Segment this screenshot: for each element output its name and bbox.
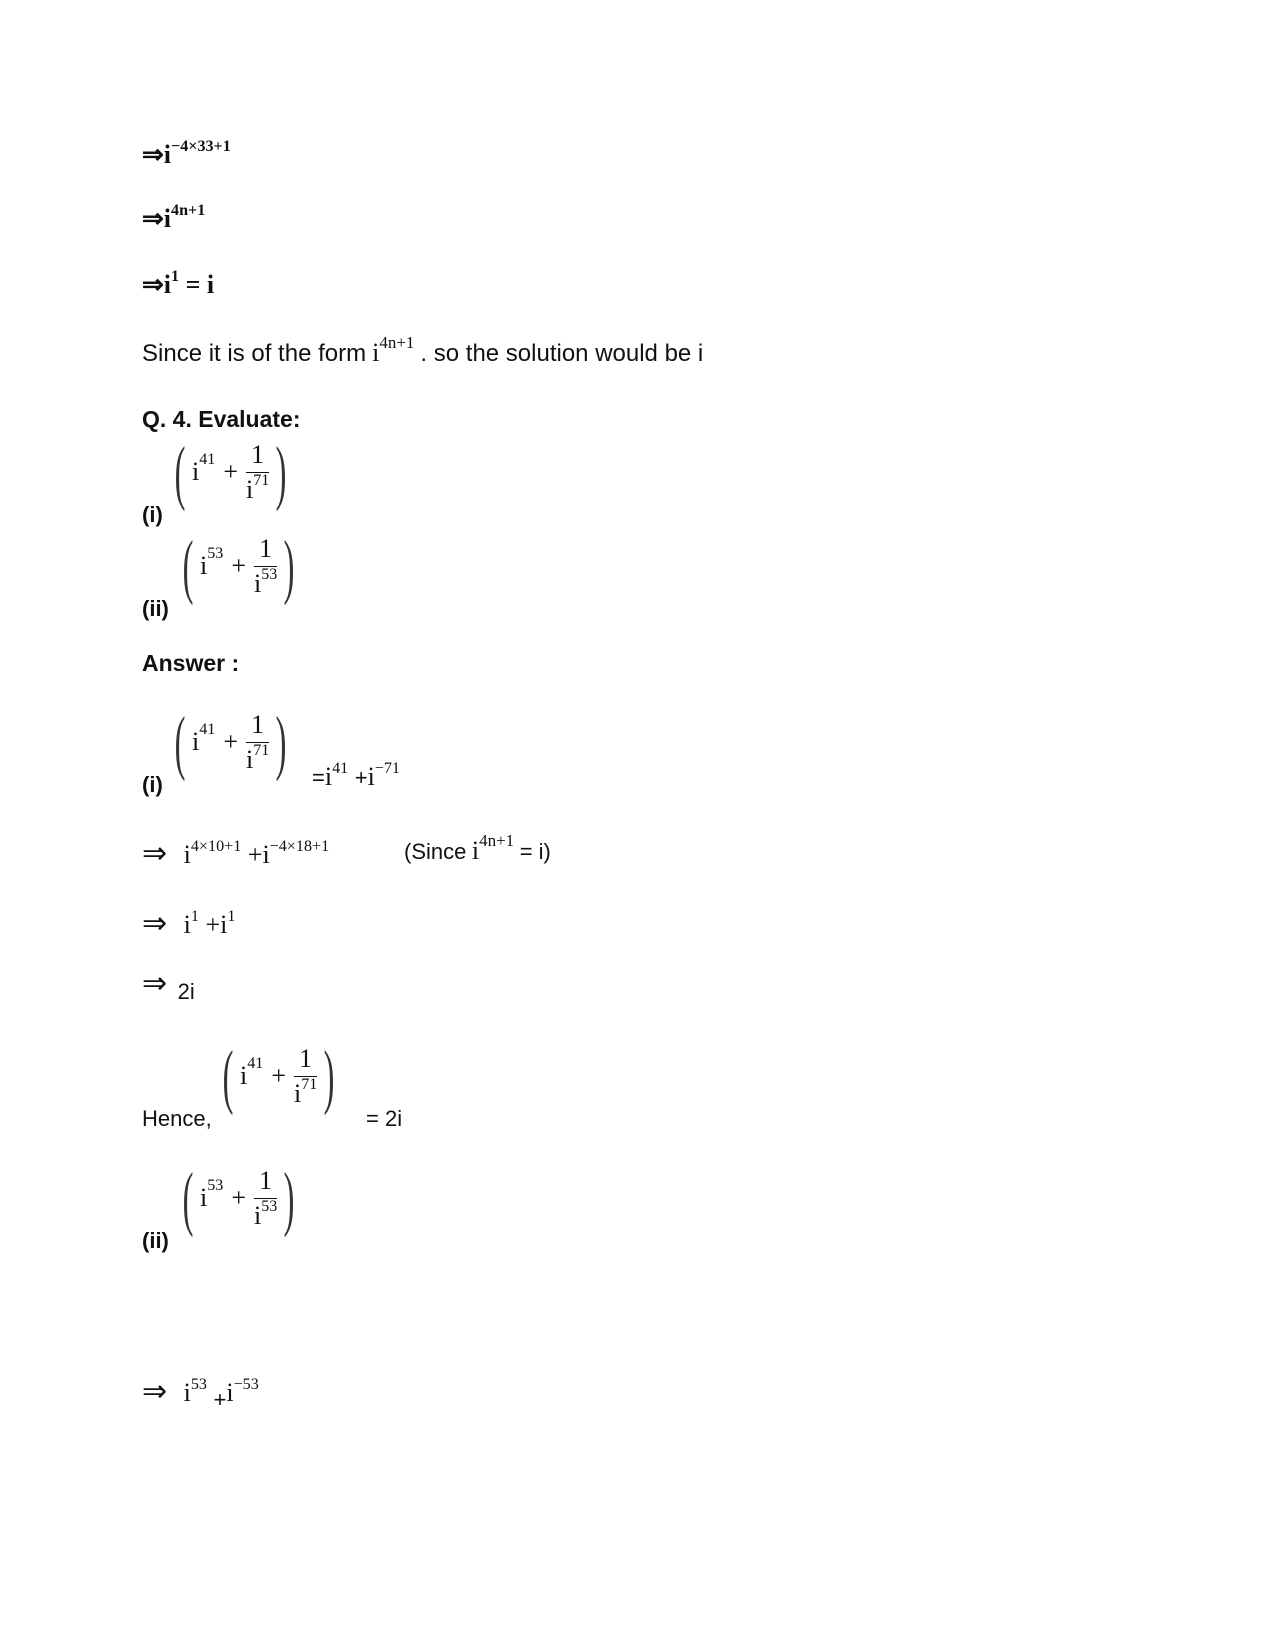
exponent: 71 bbox=[253, 742, 270, 760]
plus-sign: + bbox=[247, 840, 263, 869]
denominator bbox=[246, 742, 270, 775]
since-note-close: = i) bbox=[519, 839, 551, 864]
exponent: 71 bbox=[253, 472, 270, 490]
denominator bbox=[294, 1076, 318, 1109]
base-i: i bbox=[239, 1061, 248, 1090]
plus-sign: + bbox=[231, 551, 246, 580]
answer-i-rhs bbox=[312, 759, 400, 792]
base-i: i bbox=[246, 474, 254, 504]
hence-result: = 2i bbox=[366, 1106, 403, 1131]
exponent: 4n+1 bbox=[171, 201, 206, 219]
exponent: 1 bbox=[190, 907, 199, 925]
implies-arrow: ⇒ bbox=[142, 836, 168, 871]
denominator bbox=[254, 1198, 278, 1231]
exponent: 53 bbox=[261, 1198, 278, 1216]
base-i: i bbox=[324, 762, 333, 791]
base-i: i bbox=[199, 1183, 208, 1212]
exponent: −71 bbox=[374, 759, 400, 777]
numerator: 1 bbox=[259, 533, 273, 563]
implies-arrow: ⇒ bbox=[142, 966, 168, 1001]
numerator: 1 bbox=[259, 1165, 273, 1195]
base-i: i bbox=[254, 568, 262, 598]
right-paren: ) bbox=[275, 432, 287, 512]
denominator bbox=[254, 566, 278, 599]
base-i: i bbox=[163, 140, 172, 169]
answer-step-2 bbox=[142, 906, 235, 941]
base-i: i bbox=[220, 910, 228, 939]
fraction bbox=[294, 1044, 317, 1109]
exponent: 4n+1 bbox=[379, 333, 415, 353]
denominator bbox=[246, 472, 270, 505]
left-paren: ( bbox=[222, 1036, 234, 1116]
fraction bbox=[254, 1166, 277, 1231]
question-heading: Q. 4. Evaluate: bbox=[142, 406, 301, 432]
step-line-3 bbox=[142, 267, 215, 300]
expression-q4-ii: ( i $^{53}$ + $\frac{1}{i^{53}}$ ) bbox=[182, 526, 295, 606]
base-i: i bbox=[226, 1378, 234, 1407]
implies-arrow: ⇒ bbox=[142, 140, 164, 169]
right-paren: ) bbox=[275, 702, 287, 782]
since-form-line bbox=[142, 333, 704, 368]
fraction bbox=[246, 440, 269, 505]
exponent: 53 bbox=[261, 566, 278, 584]
plus-sign: + bbox=[223, 457, 238, 486]
base-i: i bbox=[246, 744, 254, 774]
plus-sign: + bbox=[271, 1061, 286, 1090]
equals-i: = i bbox=[185, 270, 215, 299]
base-i: i bbox=[191, 457, 200, 486]
plus-sign: + bbox=[231, 1183, 246, 1212]
since-note bbox=[404, 831, 551, 866]
result-value: 2i bbox=[177, 979, 195, 1004]
expression-hence: ( i $^{41}$ + $\frac{1}{i^{71}}$ ) bbox=[222, 1036, 335, 1116]
numerator: 1 bbox=[251, 439, 265, 469]
exponent: 1 bbox=[171, 267, 180, 285]
answer-heading: Answer : bbox=[142, 650, 240, 676]
base-i: i bbox=[183, 1378, 191, 1407]
answer-label-ii: (ii) bbox=[142, 1228, 169, 1253]
implies-arrow: ⇒ bbox=[142, 1374, 168, 1409]
answer-step-3 bbox=[142, 966, 195, 1007]
expression-q4-i: ( i $^{41}$ + $\frac{1}{i^{71}}$ ) bbox=[174, 432, 287, 512]
base-i: i bbox=[372, 338, 380, 367]
answer-step-4 bbox=[142, 1374, 259, 1412]
base-i: i bbox=[191, 727, 200, 756]
answer-step-1 bbox=[142, 836, 329, 871]
since-text: Since it is of the form bbox=[142, 340, 367, 367]
implies-arrow: ⇒ bbox=[142, 906, 168, 941]
expression-answer-i: ( i $^{41}$ + $\frac{1}{i^{71}}$ ) bbox=[174, 702, 287, 782]
left-paren: ( bbox=[174, 702, 186, 782]
base-i: i bbox=[262, 840, 270, 869]
implies-arrow: ⇒ bbox=[142, 204, 164, 233]
exponent: 53 bbox=[190, 1375, 207, 1393]
left-paren: ( bbox=[182, 1158, 194, 1238]
part-label-ii: (ii) bbox=[142, 596, 169, 621]
hence-label: Hence, bbox=[142, 1106, 212, 1131]
base-i: i bbox=[471, 836, 480, 865]
expression-answer-ii: ( i $^{53}$ + $\frac{1}{i^{53}}$ ) bbox=[182, 1158, 295, 1238]
exponent: −53 bbox=[233, 1375, 259, 1393]
exponent: −4×18+1 bbox=[269, 837, 330, 855]
left-paren: ( bbox=[182, 526, 194, 606]
numerator: 1 bbox=[251, 709, 265, 739]
fraction bbox=[246, 710, 269, 775]
right-paren: ) bbox=[323, 1036, 335, 1116]
base-i: i bbox=[163, 270, 172, 299]
base-i: i bbox=[183, 840, 191, 869]
base-i: i bbox=[199, 551, 208, 580]
exponent: 4×10+1 bbox=[190, 837, 242, 855]
numerator: 1 bbox=[299, 1043, 313, 1073]
plus-sign: + bbox=[223, 727, 238, 756]
answer-label-i: (i) bbox=[142, 772, 163, 797]
plus-sign: + bbox=[354, 765, 368, 790]
right-paren: ) bbox=[283, 526, 295, 606]
since-note-open: (Since bbox=[404, 839, 467, 864]
exponent: −4×33+1 bbox=[171, 137, 231, 155]
exponent: 71 bbox=[301, 1076, 318, 1094]
plus-sign: + bbox=[213, 1387, 227, 1412]
fraction bbox=[254, 534, 277, 599]
base-i: i bbox=[163, 204, 172, 233]
exponent: 4n+1 bbox=[479, 831, 515, 851]
exponent: 1 bbox=[227, 907, 236, 925]
right-paren: ) bbox=[283, 1158, 295, 1238]
step-line-2 bbox=[142, 201, 206, 234]
base-i: i bbox=[294, 1078, 302, 1108]
solution-text: . so the solution would be i bbox=[420, 340, 704, 367]
step-line-1 bbox=[142, 137, 231, 170]
implies-arrow: ⇒ bbox=[142, 270, 164, 299]
part-label-i: (i) bbox=[142, 502, 163, 527]
base-i: i bbox=[367, 762, 375, 791]
equals-sign: = bbox=[312, 765, 325, 790]
plus-sign: + bbox=[205, 910, 221, 939]
exponent: 41 bbox=[332, 759, 349, 777]
left-paren: ( bbox=[174, 432, 186, 512]
base-i: i bbox=[254, 1200, 262, 1230]
base-i: i bbox=[183, 910, 191, 939]
